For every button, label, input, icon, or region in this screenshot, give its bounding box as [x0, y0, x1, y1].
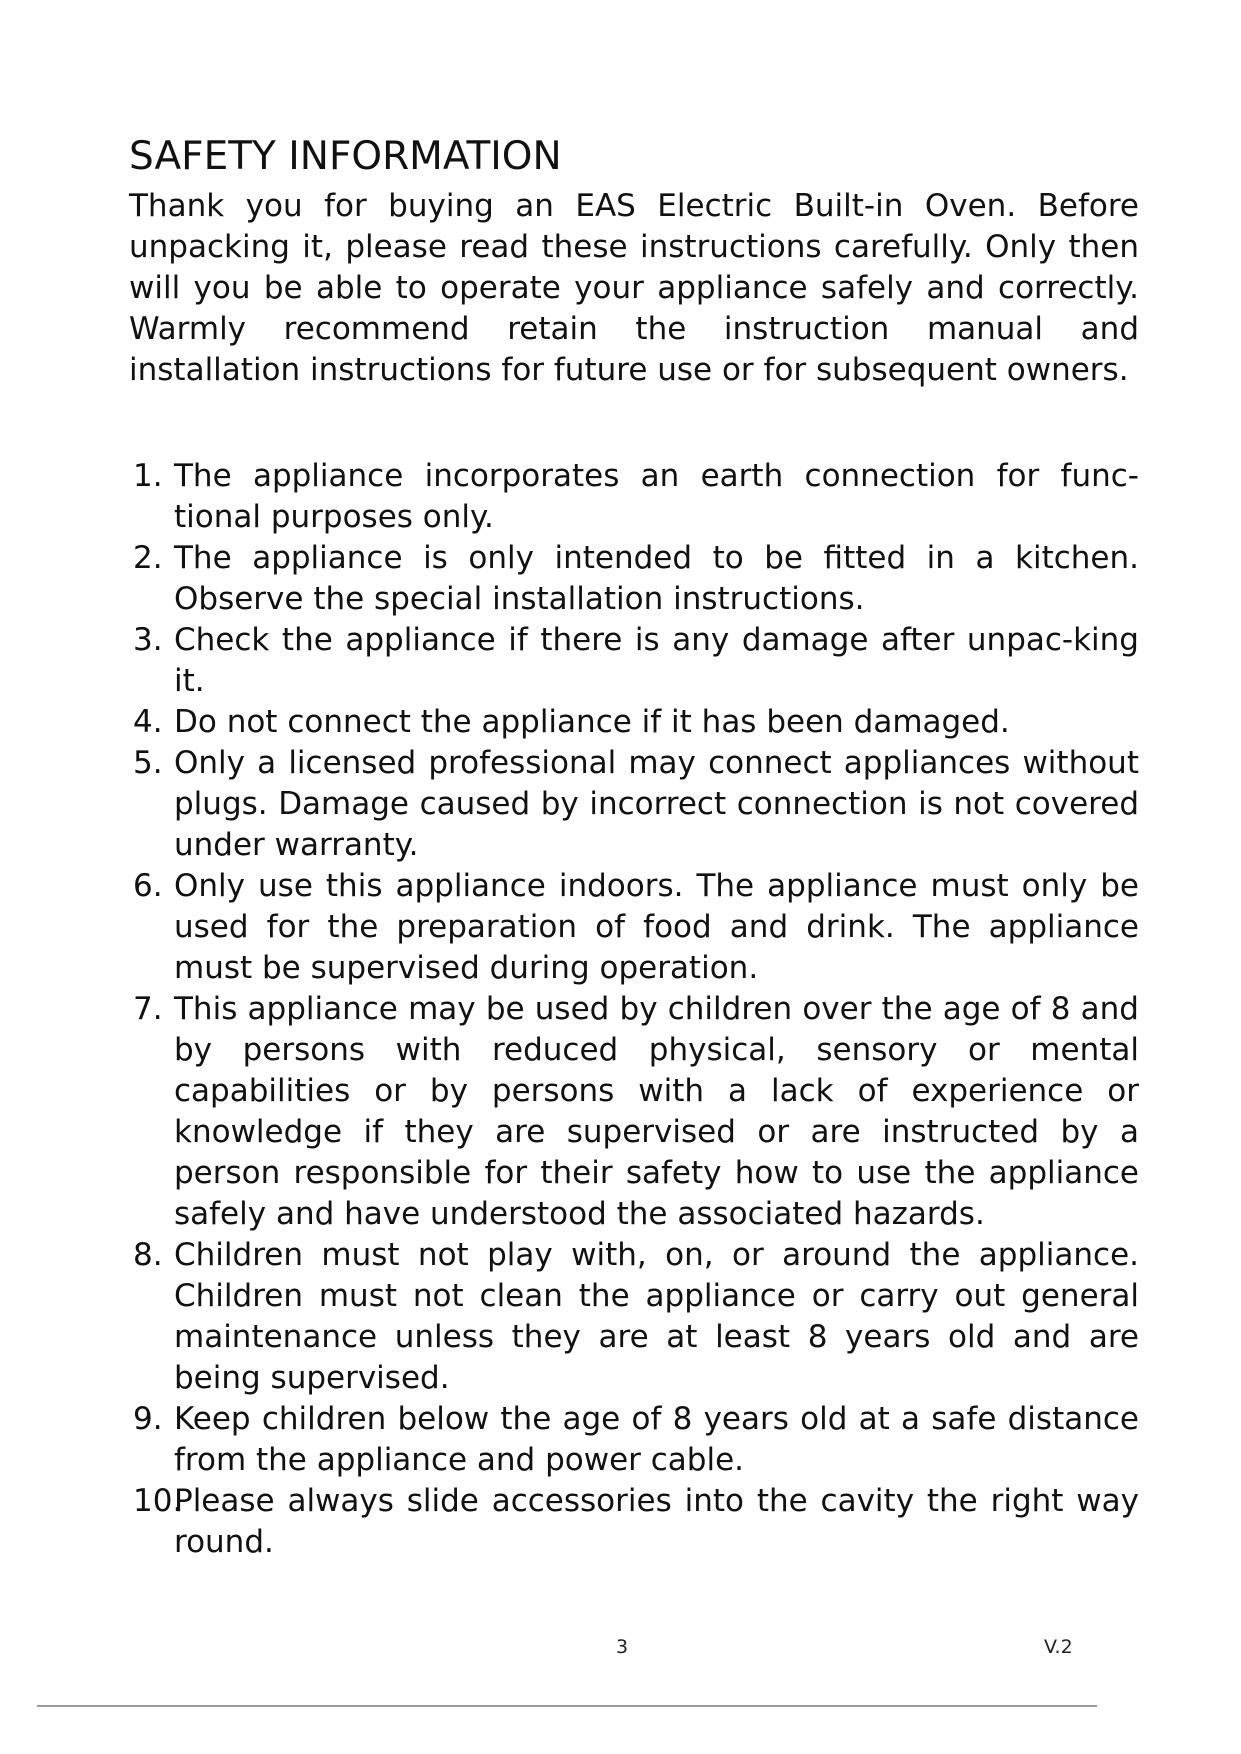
- list-item: [129, 1399, 1139, 1481]
- item-text: Only use this appliance indoors. The appliance must only be used for the preparation of food and drink. The appliance must be supervised during operation.: [174, 868, 1139, 986]
- page-title: SAFETY INFORMATION: [129, 134, 562, 179]
- list-item: [129, 989, 1139, 1235]
- list-item: [129, 866, 1139, 989]
- intro-paragraph: Thank you for buying an EAS Electric Built-in Oven. Before unpacking it, please read these instructions carefully. Only then will you be able to operate your appliance safely and correctly. Warmly recommend retain the instruction manual and installation instructions for future use or for subsequent owners.: [129, 188, 1139, 388]
- item-text: Check the appliance if there is any damage after unpac-king it.: [174, 622, 1139, 699]
- footer-divider: [37, 1705, 1097, 1707]
- item-number: 10.: [133, 1483, 183, 1519]
- list-item: [129, 456, 1139, 538]
- item-text: Please always slide accessories into the cavity the right way round.: [174, 1483, 1139, 1560]
- list-item: [129, 620, 1139, 702]
- page-number: 3: [616, 1636, 629, 1658]
- item-text: Keep children below the age of 8 years old at a safe distance from the appliance and power cable.: [174, 1401, 1139, 1478]
- item-number: 9.: [133, 1401, 163, 1437]
- item-text: The appliance is only intended to be fitted in a kitchen. Observe the special installation instructions.: [174, 540, 1139, 617]
- item-number: 4.: [133, 704, 163, 740]
- item-number: 1.: [133, 458, 163, 494]
- safety-list: [129, 456, 1139, 1563]
- list-item: [129, 702, 1139, 743]
- item-text: This appliance may be used by children over the age of 8 and by persons with reduced physical, sensory or mental capabilities or by persons with a lack of experience or knowledge if they are supervised or are instructed by a person responsible for their safety how to use the appliance safely and have understood the associated hazards.: [174, 991, 1139, 1232]
- item-number: 3.: [133, 622, 163, 658]
- version-label: V.2: [1044, 1636, 1073, 1658]
- item-text: Do not connect the appliance if it has been damaged.: [174, 704, 1010, 740]
- item-number: 6.: [133, 868, 163, 904]
- list-item: [129, 1235, 1139, 1399]
- item-text: Children must not play with, on, or around the appliance. Children must not clean the appliance or carry out general maintenance unless they are at least 8 years old and are being supervised.: [174, 1237, 1139, 1396]
- list-item: [129, 1481, 1139, 1563]
- item-number: 2.: [133, 540, 163, 576]
- item-text: The appliance incorporates an earth connection for func-tional purposes only.: [174, 458, 1139, 535]
- list-item: [129, 538, 1139, 620]
- list-item: [129, 743, 1139, 866]
- item-number: 5.: [133, 745, 163, 781]
- item-text: Only a licensed professional may connect appliances without plugs. Damage caused by incorrect connection is not covered under warranty.: [174, 745, 1139, 863]
- item-number: 8.: [133, 1237, 163, 1273]
- item-number: 7.: [133, 991, 163, 1027]
